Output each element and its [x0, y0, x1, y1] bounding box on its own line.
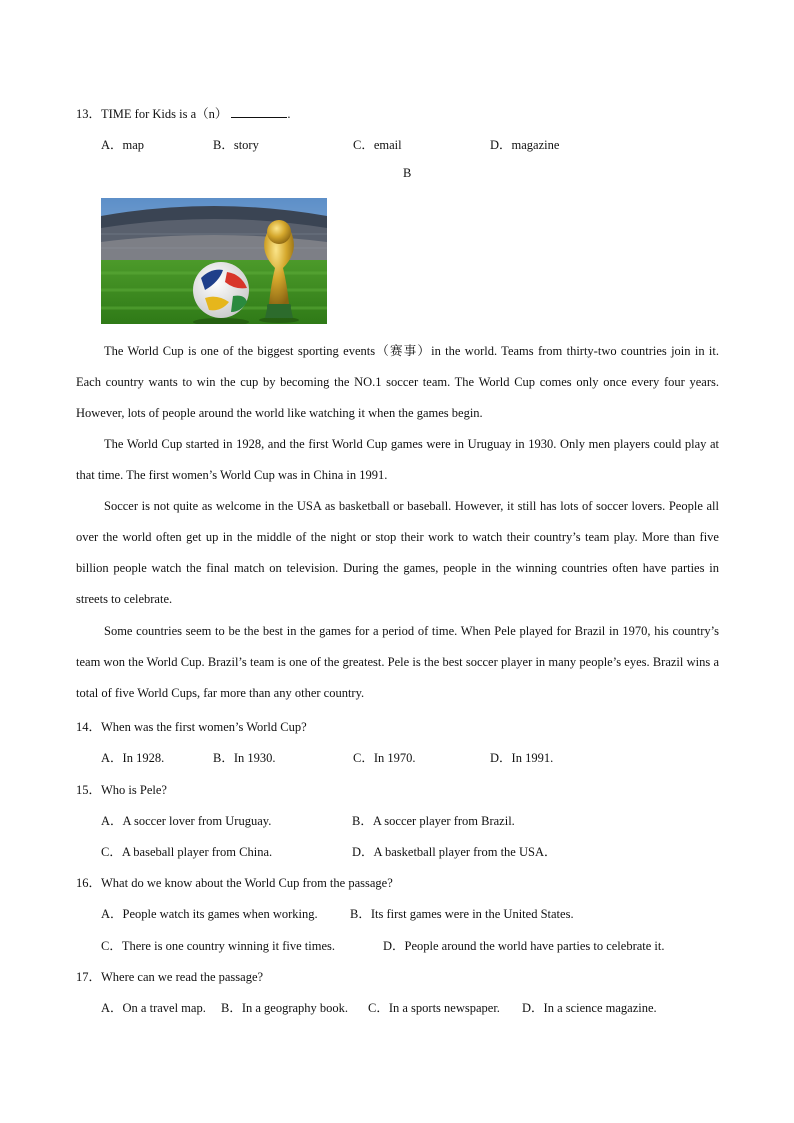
q16-option-b: B．Its first games were in the United States.: [350, 907, 574, 921]
passage-paragraph-2: The World Cup started in 1928, and the first World Cup games were in Uruguay in 1930. Only men players could play at that time. The first women’s World Cup was in China in 1991.: [76, 437, 719, 482]
q17-option-a: A．On a travel map.: [101, 1001, 206, 1015]
q15-option-b: B．A soccer player from Brazil.: [352, 814, 515, 828]
q15-option-c: C．A baseball player from China.: [101, 845, 273, 859]
answer-blank: [231, 105, 287, 118]
q15-option-a: A．A soccer lover from Uruguay.: [101, 814, 272, 828]
q14-option-b: B．In 1930.: [213, 751, 276, 765]
passage-paragraph-4: Some countries seem to be the best in the games for a period of time. When Pele played for Brazil in 1970, his country’s team won the World Cup. Brazil’s team is one of the greatest. Pele is the best soccer player in many people’s eyes. Brazil wins a total of five World Cups, far more than any other country.: [76, 624, 719, 700]
q13-stem-text: 13．TIME for Kids is a（n）: [76, 107, 228, 121]
q17-option-d: D．In a science magazine.: [522, 1001, 657, 1015]
q13-option-b: B．story: [213, 138, 259, 152]
q13-stem-end: .: [287, 107, 291, 121]
q16-stem: 16．What do we know about the World Cup from the passage?: [76, 876, 393, 890]
q13-option-a: A．map: [101, 138, 145, 152]
q13-stem: [76, 104, 291, 122]
world-cup-photo: [101, 198, 327, 324]
q14-stem: 14．When was the first women’s World Cup?: [76, 720, 307, 734]
q16-option-d: D．People around the world have parties to celebrate it.: [383, 939, 665, 953]
q17-option-c: C．In a sports newspaper.: [368, 1001, 500, 1015]
q16-option-a: A．People watch its games when working.: [101, 907, 318, 921]
passage-paragraph-1: The World Cup is one of the biggest sporting events（赛事）in the world. Teams from thirty-two countries join in it. Each country wants to win the cup by becoming the NO.1 soccer team. The World Cup comes only once every four years. However, lots of people around the world like watching it when the games begin.: [76, 344, 719, 420]
q16-option-c: C．There is one country winning it five times.: [101, 939, 335, 953]
q13-option-c: C．email: [353, 138, 402, 152]
q17-stem: 17．Where can we read the passage?: [76, 970, 264, 984]
q15-option-d: D．A basketball player from the USA．: [352, 845, 557, 859]
section-label: B: [403, 166, 412, 180]
q14-option-c: C．In 1970.: [353, 751, 416, 765]
q13-option-d: D．magazine: [490, 138, 560, 152]
q15-stem: 15．Who is Pele?: [76, 783, 167, 797]
q14-option-d: D．In 1991.: [490, 751, 554, 765]
q14-option-a: A．In 1928.: [101, 751, 165, 765]
q17-option-b: B．In a geography book.: [221, 1001, 349, 1015]
passage-paragraph-3: Soccer is not quite as welcome in the USA as basketball or baseball. However, it still has lots of soccer lovers. People all over the world often get up in the middle of the night or stop their work to watch their country’s team play. More than five billion people watch the final match on television. During the games, people in the winning countries often have parties in streets to celebrate.: [76, 499, 719, 606]
